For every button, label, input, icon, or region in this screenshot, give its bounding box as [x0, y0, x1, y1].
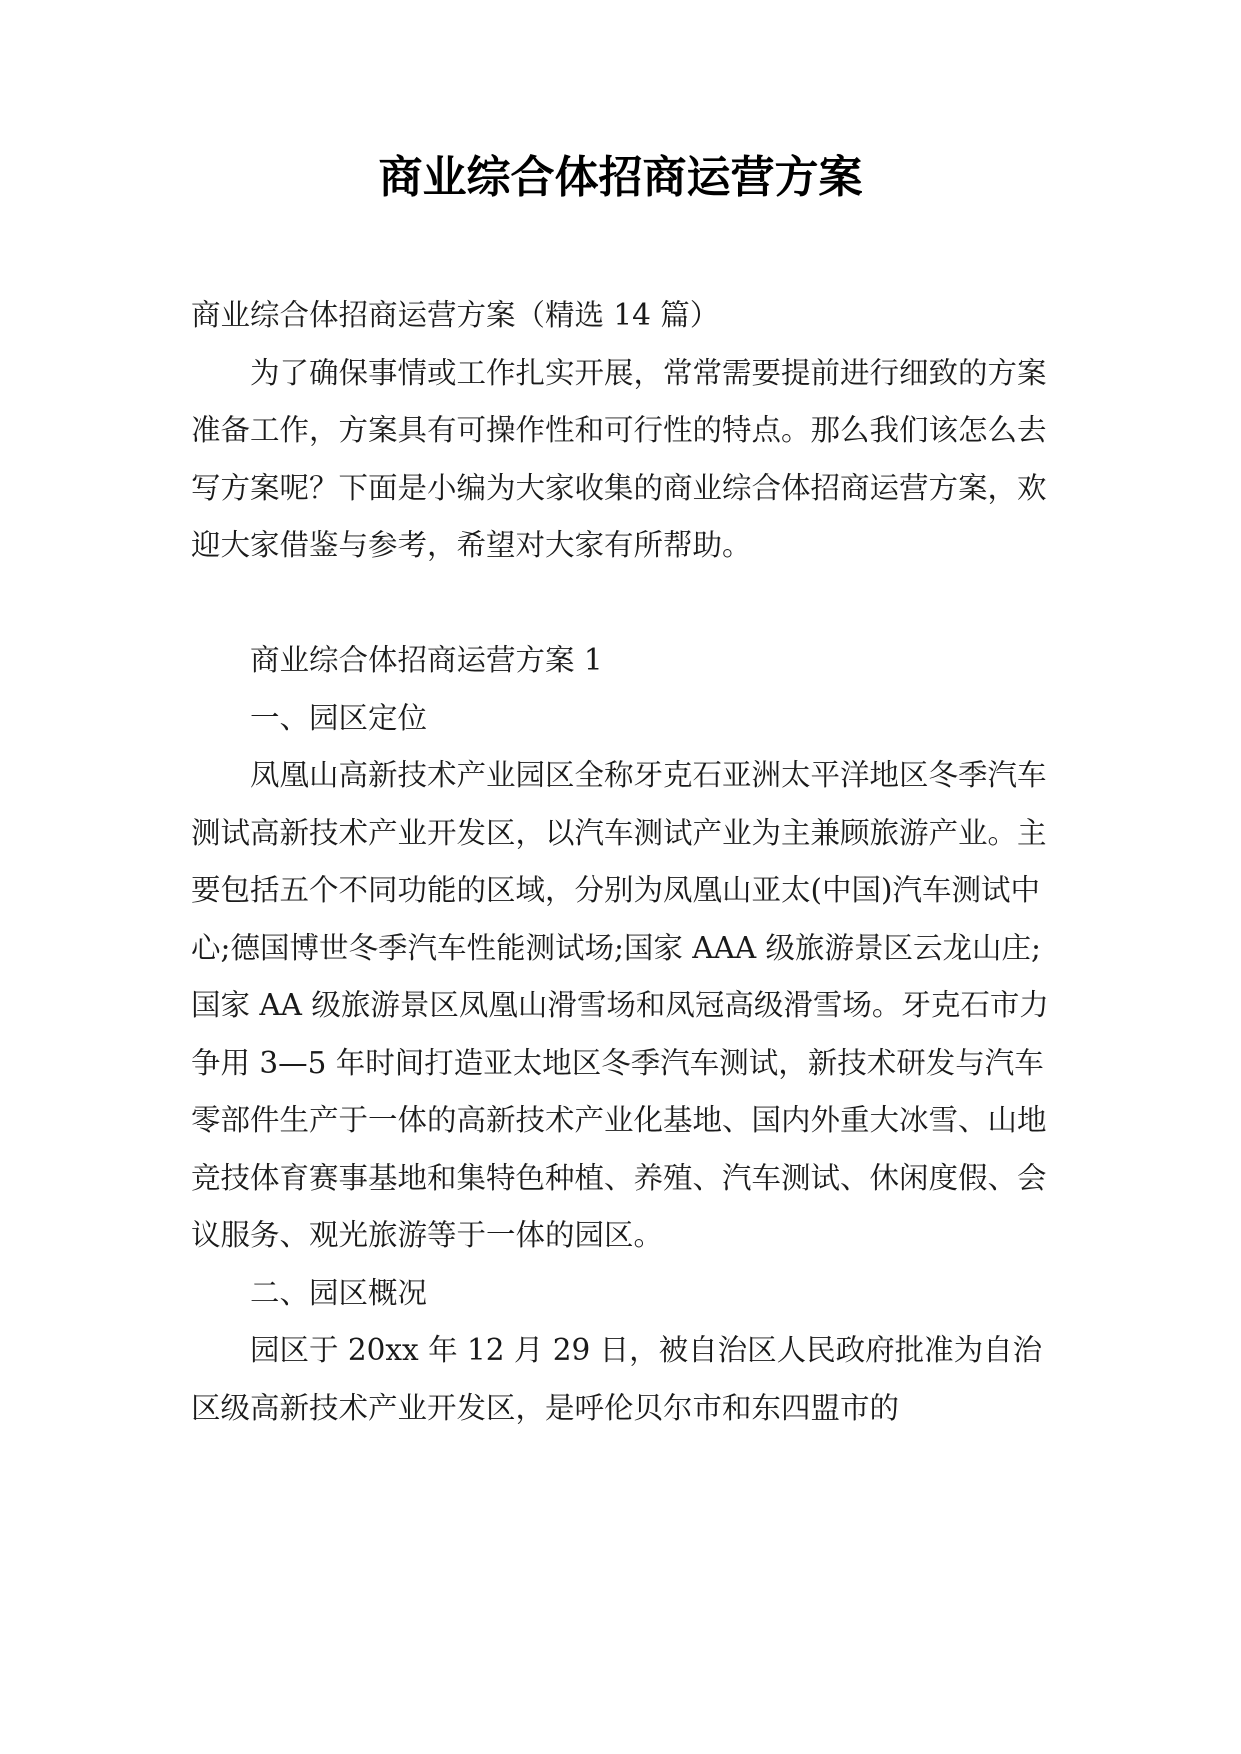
section-heading-overview: 二、园区概况 — [250, 1275, 428, 1310]
section-heading-positioning: 一、园区定位 — [250, 700, 428, 735]
document-title: 商业综合体招商运营方案 — [378, 152, 863, 203]
document-body — [191, 287, 1051, 1437]
positioning-paragraph: 凤凰山高新技术产业园区全称牙克石亚洲太平洋地区冬季汽车测试高新技术产业开发区，以汽车测试产业为主兼顾旅游产业。主要包括五个不同功能的区域，分别为凤凰山亚太(中国)汽车测试中心;德国博世冬季汽车性能测试场;国家 AAA 级旅游景区云龙山庄;国家 AA 级旅游景区凤凰山滑雪场和凤冠高级滑雪场。牙克石市力争用 3—5 年时间打造亚太地区冬季汽车测试，新技术研发与汽车零部件生产于一体的高新技术产业化基地、国内外重大冰雪、山地竞技体育赛事基地和集特色种植、养殖、汽车测试、休闲度假、会议服务、观光旅游等于一体的园区。 — [191, 758, 1049, 1252]
section-title: 商业综合体招商运营方案 1 — [250, 643, 603, 677]
overview-paragraph: 园区于 20xx 年 12 月 29 日，被自治区人民政府批准为自治区级高新技术产业开发区，是呼伦贝尔市和东四盟市的 — [191, 1333, 1043, 1425]
paragraph-spacer — [191, 575, 1051, 633]
intro-paragraph: 为了确保事情或工作扎实开展，常常需要提前进行细致的方案准备工作，方案具有可操作性和可行性的特点。那么我们该怎么去写方案呢？下面是小编为大家收集的商业综合体招商运营方案，欢迎大家借鉴与参考，希望对大家有所帮助。 — [191, 355, 1047, 562]
document-subtitle: 商业综合体招商运营方案（精选 14 篇） — [191, 298, 720, 332]
